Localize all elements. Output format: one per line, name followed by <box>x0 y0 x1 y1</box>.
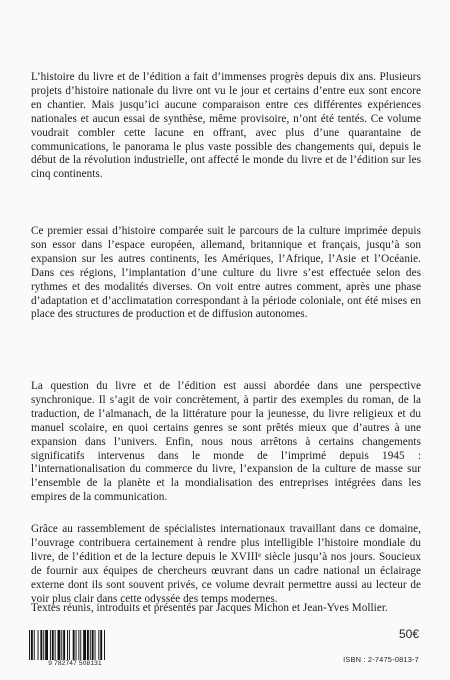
barcode-number: 9 782747 508131 <box>27 660 123 668</box>
isbn: ISBN : 2-7475-0813-7 <box>343 655 419 664</box>
paragraph-intro: L’histoire du livre et de l’édition a fait d’immenses progrès depuis dix ans. Plusieurs projets d’histoire nationale du livre ont vu le jour et certains d’entre eux sont encore en chantier. Mais jusqu’ici aucune comparaison entre ces différentes expériences nationales et aucun essai de synthèse, même provisoire, n’ont été tentés. Ce volume voudrait combler cette lacune en offrant, avec plus d’une quarantaine de communications, le panorama le plus vaste possible des changements qui, depuis le début de la révolution industrielle, ont affecté le monde du livre et de l’édition sur les cinq continents. <box>31 71 421 181</box>
price: 50€ <box>398 627 419 641</box>
barcode <box>27 630 123 667</box>
credits-line: Textes réunis, introduits et présentés par Jacques Michon et Jean-Yves Mollier. <box>31 602 388 614</box>
paragraph-contribution: Grâce au rassemblement de spécialistes internationaux travaillant dans ce domaine, l’ouvrage contribuera certainement à rendre plus intelligible l’histoire mondiale du livre, de l’édition et de la lecture depuis le XVIIIᵉ siècle jusqu’à nos jours. Soucieux de fournir aux équipes de chercheurs œuvrant dans un cadre national un éclairage externe dont ils sont souvent privés, ce volume devrait permettre aussi au lecteur de voir plus clair dans cette odyssée des temps modernes. <box>31 523 421 605</box>
paragraph-synchronic: La question du livre et de l’édition est aussi abordée dans une perspective synchronique. Il s’agit de voir concrètement, à partir des exemples du roman, de la traduction, de l’almanach, de la littérature pour la jeunesse, du livre religieux et du manuel scolaire, en quoi certains genres se sont prêtés mieux que d’autres à une expansion dans l’univers. Enfin, nous nous arrêtons à certains changements significatifs intervenus dans le monde de l’imprimé depuis 1945 : l’internationalisation du commerce du livre, l’expansion de la culture de masse sur l’ensemble de la planète et la mondialisation des entreprises intégrées dans les empires de la communication. <box>31 380 421 504</box>
paragraph-comparative-history: Ce premier essai d’histoire comparée suit le parcours de la culture imprimée depuis son essor dans l’espace européen, allemand, britannique et français, jusqu’à son expansion sur les autres continents, les Amériques, l’Afrique, l’Asie et l’Océanie. Dans ces régions, l’implantation d’une culture du livre s’est effectuée selon des rythmes et des modalités diverses. On voit entre autres comment, après une phase d’adaptation et d’acclimatation correspondant à la période coloniale, ont été mises en place des structures de production et de diffusion autonomes. <box>31 225 421 321</box>
